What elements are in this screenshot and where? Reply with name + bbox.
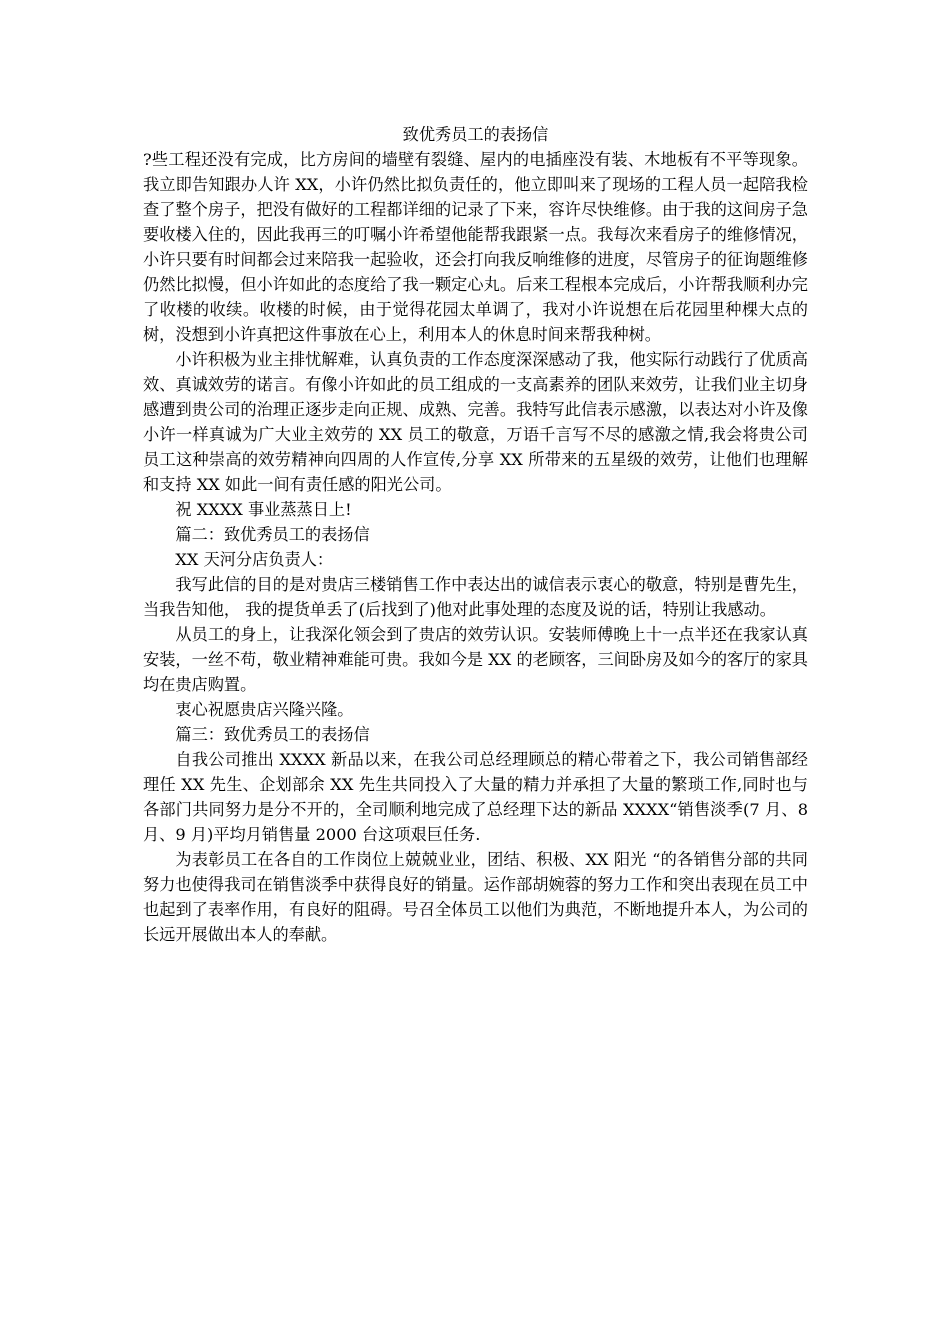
paragraph-blessing: 衷心祝愿贵店兴隆兴隆。 [175, 700, 354, 719]
paragraph-sales-achievement: 自我公司推出 XXXX 新品以来，在我公司总经理顾总的精心带着之下，我公司销售部经理任 XX 先生、企划部余 XX 先生共同投入了大量的精力并承担了大量的繁琐工作,同时也与各部门共同努力是分不开的，全司顺利地完成了总经理下达的新品 XXXX“销售淡季(7 月、8 月、9 月)平均月销售量 2000 台这项艰巨任务. [143, 750, 808, 844]
section-heading-three: 篇三：致优秀员工的表扬信 [175, 725, 370, 744]
section-heading-two: 篇二：致优秀员工的表扬信 [175, 525, 370, 544]
paragraph-purpose: 我写此信的目的是对贵店三楼销售工作中表达出的诚信表示衷心的敬意，特别是曹先生，当我告知他， 我的提货单丢了(后找到了)他对此事处理的态度及说的话，特别让我感动。 [143, 575, 808, 619]
paragraph-commendation: 为表彰员工在各自的工作岗位上兢兢业业，团结、积极、XX 阳光 “的各销售分部的共同努力也使得我司在销售淡季中获得良好的销量。运作部胡婉蓉的努力工作和突出表现在员工中也起到了表率作用，有良好的阻碍。号召全体员工以他们为典范，不断地提升本人，为公司的长远开展做出本人的奉献。 [143, 850, 808, 944]
salutation: XX 天河分店负责人： [175, 550, 334, 569]
document-title: 致优秀员工的表扬信 [402, 125, 549, 144]
paragraph-continuation: ?些工程还没有完成，比方房间的墙壁有裂缝、屋内的电插座没有装、木地板有不平等现象。我立即告知跟办人许 XX，小许仍然比拟负责任的，他立即叫来了现场的工程人员一起陪我检查了整个房子，把没有做好的工程都详细的记录了下来，容许尽快维修。由于我的这间房子急要收楼入住的，因此我再三的叮嘱小许希望他能帮我跟紧一点。我每次来看房子的维修情况，小许只要有时间都会过来陪我一起验收，还会打向我反响维修的进度，尽管房子的征询题维修仍然比拟慢，但小许如此的态度给了我一颗定心丸。后来工程根本完成后，小许帮我顺利办完了收楼的收续。收楼的时候，由于觉得花园太单调了，我对小许说想在后花园里种棵大点的树，没想到小许真把这件事放在心上，利用本人的休息时间来帮我种树。 [143, 150, 808, 344]
paragraph-wish: 祝 XXXX 事业蒸蒸日上! [175, 500, 352, 519]
paragraph-praise: 小许积极为业主排忧解难，认真负责的工作态度深深感动了我，他实际行动践行了优质高效、真诚效劳的诺言。有像小许如此的员工组成的一支高素养的团队来效劳，让我们业主切身感遭到贵公司的治理正逐步走向正规、成熟、完善。我特写此信表示感激，以表达对小许及像小许一样真诚为广大业主效劳的 XX 员工的敬意，万语千言写不尽的感激之情,我会将贵公司员工这种崇高的效劳精神向四周的人作宣传,分享 XX 所带来的五星级的效劳，让他们也理解和支持 XX 如此一间有责任感的阳光公司。 [143, 350, 808, 494]
document-body [143, 122, 808, 947]
paragraph-service: 从员工的身上，让我深化领会到了贵店的效劳认识。安装师傅晚上十一点半还在我家认真安装，一丝不苟，敬业精神难能可贵。我如今是 XX 的老顾客，三间卧房及如今的客厅的家具均在贵店购置。 [143, 625, 808, 694]
